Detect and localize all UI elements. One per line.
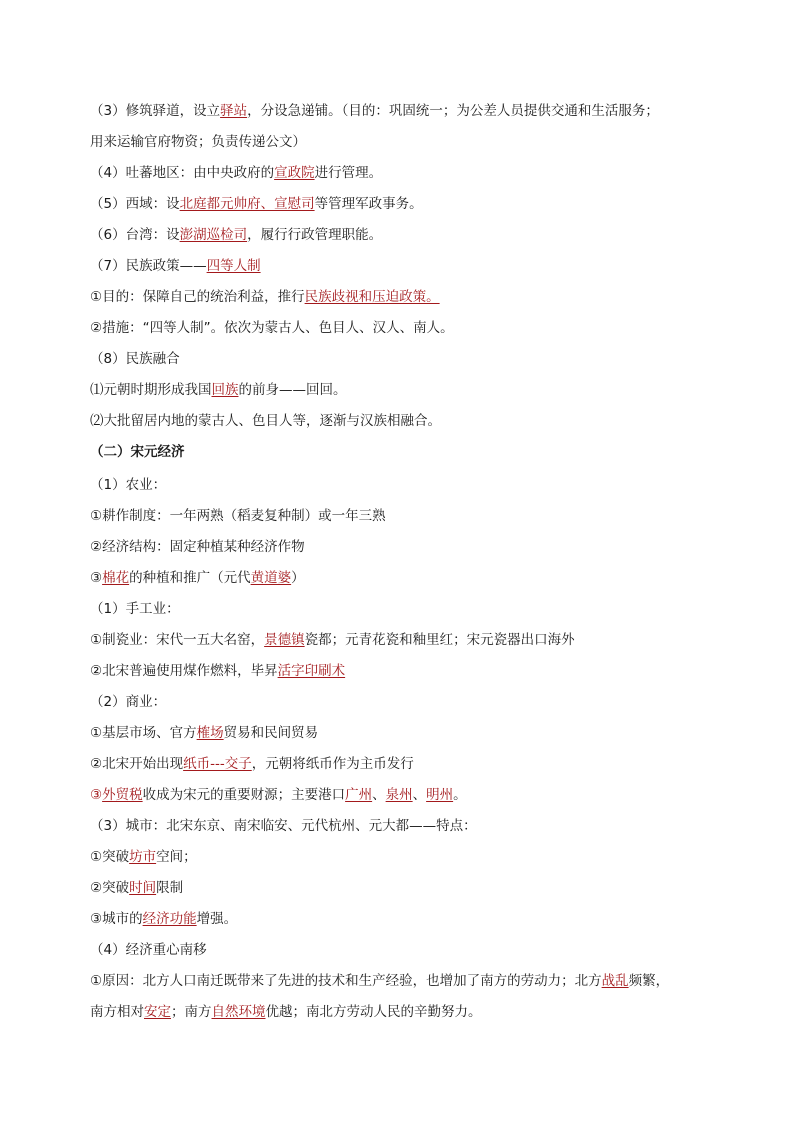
text-segment: 的前身——回回。 — [238, 382, 347, 398]
keyword-highlight: 安定 — [144, 1004, 171, 1020]
text-segment: 增强。 — [196, 911, 238, 927]
text-line — [90, 349, 710, 369]
text-segment: 收成为宋元的重要财源；主要港口 — [142, 787, 346, 803]
text-line — [90, 225, 710, 245]
text-segment: 、 — [372, 787, 386, 803]
text-line — [90, 661, 710, 681]
text-line — [90, 287, 710, 307]
text-segment: （3）城市：北宋东京、南宋临安、元代杭州、元大都——特点： — [90, 818, 477, 834]
text-segment: ③城市的 — [90, 911, 143, 927]
keyword-highlight: 驿站 — [220, 103, 248, 119]
text-line — [90, 754, 710, 774]
text-segment: （1）手工业： — [90, 601, 180, 617]
text-segment: ①原因：北方人口南迁既带来了先进的技术和生产经验，也增加了南方的劳动力；北方 — [90, 973, 602, 989]
text-segment: ，元朝将纸币作为主币发行 — [251, 756, 414, 772]
keyword-highlight: 景德镇 — [264, 632, 305, 648]
text-line — [90, 971, 710, 991]
text-line — [90, 1002, 710, 1022]
text-segment: 、 — [412, 787, 427, 803]
text-segment: 的种植和推广（元代 — [129, 570, 251, 586]
text-line — [90, 411, 710, 431]
text-segment: ①基层市场、官方 — [90, 725, 197, 741]
keyword-highlight: 四等人制 — [206, 258, 261, 274]
text-line — [90, 909, 710, 929]
keyword-highlight: 坊市 — [129, 849, 157, 865]
text-segment: ，履行行政管理职能。 — [247, 227, 383, 243]
text-segment: ②北宋普遍使用煤作燃料，毕昇 — [90, 663, 278, 679]
text-segment: （3）修筑驿道，设立 — [90, 103, 221, 119]
text-line — [90, 101, 710, 121]
text-line — [90, 194, 710, 214]
text-line — [90, 785, 710, 805]
text-segment: ③ — [90, 570, 103, 586]
text-segment: （1）农业： — [90, 477, 167, 493]
text-segment: 等管理军政事务。 — [314, 196, 423, 212]
keyword-highlight: 泉州 — [385, 787, 413, 803]
text-line — [90, 163, 710, 183]
keyword-highlight: 经济功能 — [142, 911, 197, 927]
text-segment: 南方相对 — [90, 1004, 144, 1020]
text-segment: （5）西域：设 — [90, 196, 180, 212]
text-segment: （二）宋元经济 — [90, 444, 185, 460]
text-segment: ②北宋开始出现 — [90, 756, 184, 772]
text-segment: 限制 — [156, 880, 184, 896]
text-segment: ⑴元朝时期形成我国 — [90, 382, 212, 398]
text-segment: （8）民族融合 — [90, 351, 180, 367]
text-line — [90, 318, 710, 338]
text-line — [90, 878, 710, 898]
text-segment: ） — [291, 570, 305, 586]
keyword-highlight: 棉花 — [102, 570, 130, 586]
text-segment: （2）商业： — [90, 694, 167, 710]
keyword-highlight: 回族 — [211, 382, 239, 398]
keyword-highlight: 纸币---交子 — [183, 756, 252, 772]
text-segment: ；南方 — [171, 1004, 212, 1020]
keyword-highlight: 自然环境 — [211, 1004, 266, 1020]
text-segment: 贸易和民间贸易 — [223, 725, 319, 741]
text-segment: 。 — [453, 787, 467, 803]
text-line — [90, 506, 710, 526]
text-segment: 用来运输官府物资；负责传递公文） — [90, 134, 306, 150]
text-segment: ①制瓷业：宋代一五大名窑， — [90, 632, 265, 648]
text-line — [90, 723, 710, 743]
keyword-highlight: 外贸税 — [102, 787, 143, 803]
keyword-highlight: 广州 — [345, 787, 373, 803]
text-segment: 进行管理。 — [314, 165, 383, 181]
text-segment: 瓷都；元青花瓷和釉里红；宋元瓷器出口海外 — [304, 632, 575, 648]
keyword-highlight: 明州 — [426, 787, 454, 803]
keyword-highlight: 活字印刷术 — [277, 663, 346, 679]
text-segment: 空间； — [156, 849, 197, 865]
keyword-highlight: 澎湖巡检司 — [179, 227, 248, 243]
text-segment: 频繁， — [628, 973, 670, 989]
text-line — [90, 940, 710, 960]
text-line — [90, 256, 710, 276]
text-line — [90, 568, 710, 588]
text-segment: （6）台湾：设 — [90, 227, 180, 243]
text-segment: （4）经济重心南移 — [90, 942, 207, 958]
text-segment: ②经济结构：固定种植某种经济作物 — [90, 539, 305, 555]
text-segment: （4）吐蕃地区：由中央政府的 — [90, 165, 275, 181]
text-line — [90, 132, 710, 152]
text-segment: ①目的：保障自己的统治利益，推行 — [90, 289, 305, 305]
keyword-highlight: 战乱 — [601, 973, 629, 989]
text-segment: ①突破 — [90, 849, 130, 865]
keyword-highlight: 北庭都元帅府、宣慰司 — [179, 196, 315, 212]
text-line — [90, 380, 710, 400]
text-segment: ②突破 — [90, 880, 130, 896]
text-segment: ⑵大批留居内地的蒙古人、色目人等，逐渐与汉族相融合。 — [90, 413, 441, 429]
text-line — [90, 537, 710, 557]
text-segment: （7）民族政策—— — [90, 258, 207, 274]
keyword-highlight: 民族歧视和压迫政策。 — [304, 289, 440, 305]
list-marker: ③ — [90, 787, 103, 803]
text-line — [90, 816, 710, 836]
text-segment: ①耕作制度：一年两熟（稻麦复种制）或一年三熟 — [90, 508, 386, 524]
keyword-highlight: 时间 — [129, 880, 157, 896]
keyword-highlight: 榷场 — [196, 725, 224, 741]
text-segment: 优越；南北方劳动人民的辛勤努力。 — [265, 1004, 482, 1020]
text-segment: ②措施：“四等人制”。依次为蒙古人、色目人、汉人、南人。 — [90, 320, 454, 336]
text-segment: ，分设急递铺。（目的：巩固统一；为公差人员提供交通和生活服务； — [247, 103, 659, 119]
text-line — [90, 692, 710, 712]
section-heading — [90, 442, 710, 462]
text-line — [90, 475, 710, 495]
text-line — [90, 847, 710, 867]
keyword-highlight: 黄道婆 — [250, 570, 292, 586]
text-line — [90, 630, 710, 650]
text-line — [90, 599, 710, 619]
keyword-highlight: 宣政院 — [274, 165, 315, 181]
